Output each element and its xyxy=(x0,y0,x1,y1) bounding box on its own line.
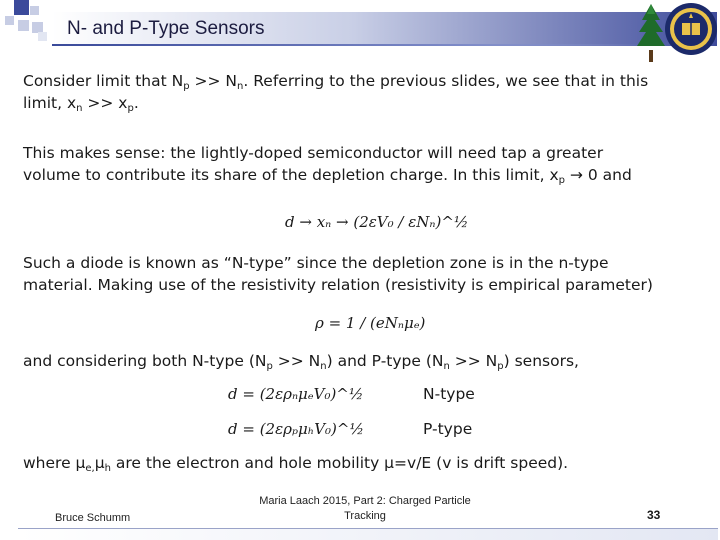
corner-square-large xyxy=(14,0,29,15)
corner-square xyxy=(18,20,29,31)
slide-title: N- and P-Type Sensors xyxy=(67,18,265,39)
title-underline xyxy=(52,44,652,46)
footer-event-line: Maria Laach 2015, Part 2: Charged Particle xyxy=(259,495,471,507)
paragraph-limit xyxy=(23,70,693,114)
equation-ptype-depletion: d = (2ερₚμₕV₀)^½ xyxy=(228,420,365,438)
paragraph-ntype xyxy=(23,252,693,296)
text-line: limit, $x_n >> x_p$. xyxy=(23,94,139,114)
equation-label-ntype: N-type xyxy=(423,385,475,403)
corner-square xyxy=(30,6,39,15)
text-line: This makes sense: the lightly-doped semiconductor will need tap a greater xyxy=(23,144,604,162)
text-line: Such a diode is known as “N-type” since the depletion zone is in the n-type xyxy=(23,254,609,272)
footer-author: Bruce Schumm xyxy=(55,512,131,524)
text-line: volume to contribute its share of the depletion charge. In this limit, $x_p \to 0$ and xyxy=(23,166,632,186)
text-line: and considering both N-type $(N_p >> N_n)$ and P-type $(N_n >> N_p)$ sensors, xyxy=(23,352,579,372)
equation-label-ptype: P-type xyxy=(423,420,473,438)
corner-square xyxy=(5,16,14,25)
equation-resistivity: ρ = 1 / (eNₙμₑ) xyxy=(315,314,426,332)
text-line: Consider limit that $N_p >> N_n$. Referring to the previous slides, we see that in this xyxy=(23,72,649,92)
university-seal-icon xyxy=(663,1,719,57)
paragraph-both-types xyxy=(23,350,693,372)
equation-ntype-depletion: d = (2ερₙμₑV₀)^½ xyxy=(228,385,364,403)
paragraph-mobility xyxy=(23,452,693,474)
footer-event-line: Tracking xyxy=(344,510,386,522)
footer-event xyxy=(240,494,490,524)
equation-depletion-limit: d → xₙ → (2εV₀ / εNₙ)^½ xyxy=(285,213,469,231)
footer-divider xyxy=(18,528,718,529)
corner-square xyxy=(38,32,47,41)
text-line: where $\mu_{e,}\mu_h$ are the electron and hole mobility μ=v/E (v is drift speed). xyxy=(23,454,569,474)
text-line: material. Making use of the resistivity relation (resistivity is empirical parameter) xyxy=(23,276,653,294)
paragraph-sense xyxy=(23,142,693,186)
footer-band xyxy=(18,529,718,540)
page-number: 33 xyxy=(647,508,661,522)
